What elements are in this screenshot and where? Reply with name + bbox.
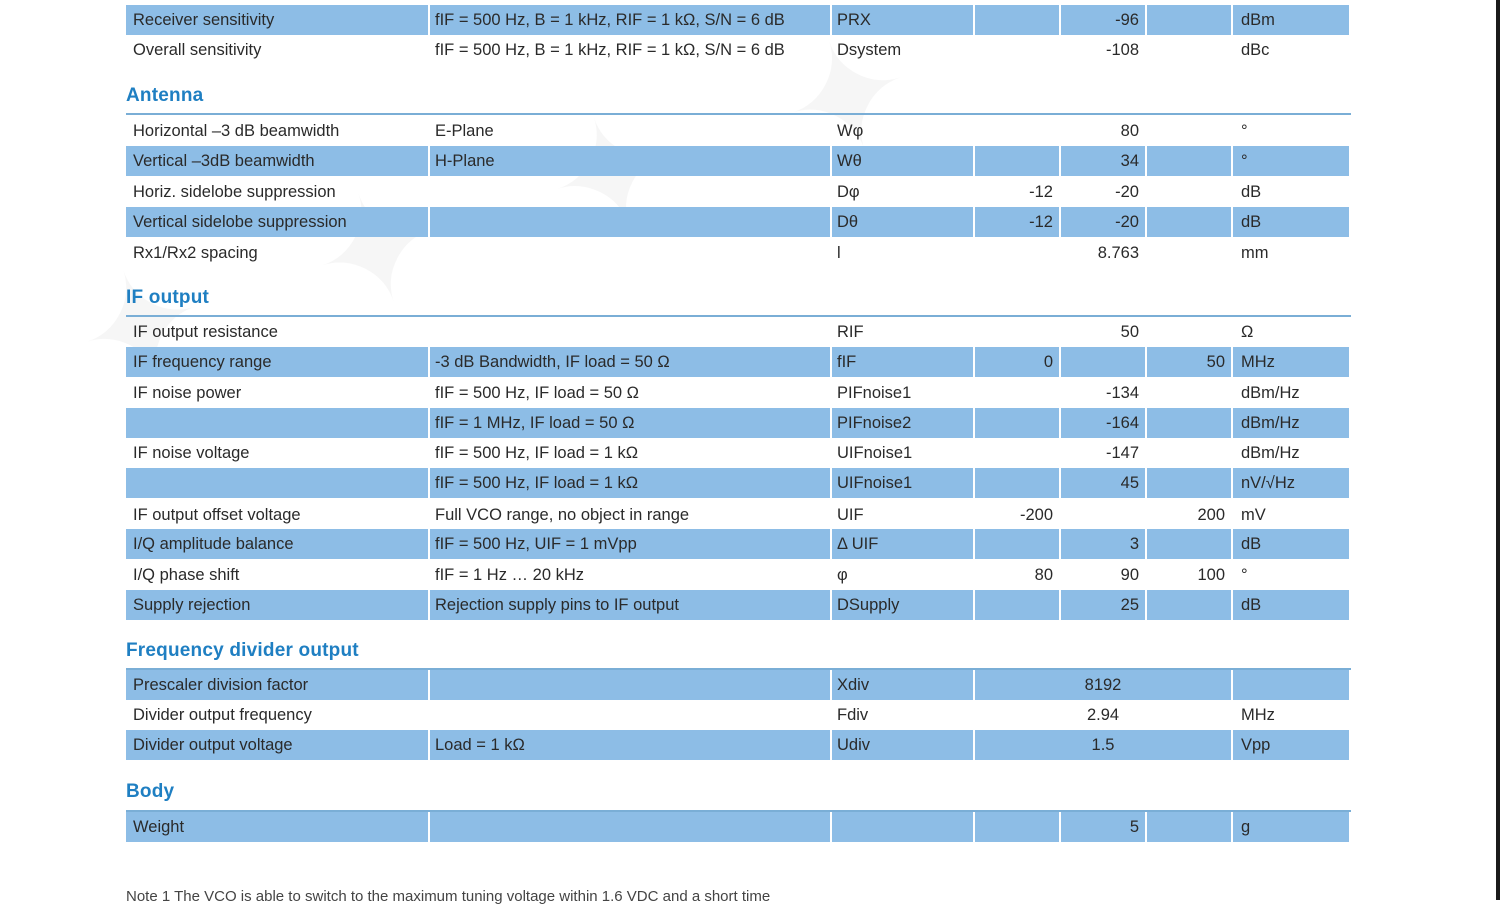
symbol-cell: Udiv: [832, 730, 973, 760]
param-cell: Vertical –3dB beamwidth: [126, 146, 428, 176]
min-cell: -12: [1029, 183, 1053, 201]
value-cell: 2.94: [1086, 706, 1120, 724]
unit-cell: nV/√Hz: [1233, 468, 1349, 498]
typ-cell: -108: [1105, 41, 1139, 59]
min-cell: [975, 408, 1059, 438]
condition-cell: fIF = 500 Hz, B = 1 kHz, RIF = 1 kΩ, S/N = 6 dB: [430, 5, 830, 35]
table-row: [126, 317, 1349, 347]
max-cell: [1147, 116, 1231, 146]
condition-cell: [430, 317, 830, 347]
unit-cell: dBm: [1233, 5, 1349, 35]
condition-cell: fIF = 500 Hz, B = 1 kHz, RIF = 1 kΩ, S/N = 6 dB: [435, 41, 785, 59]
symbol-cell: PIFnoise1: [837, 384, 912, 402]
max-cell: [1147, 529, 1231, 559]
window-edge: [1496, 0, 1500, 900]
typ-cell: [1061, 347, 1145, 377]
typ-cell: 90: [1120, 566, 1139, 584]
section-heading-antenna: Antenna: [126, 85, 204, 106]
condition-cell: [430, 670, 830, 700]
table-row: [126, 347, 1349, 377]
param-cell: Divider output frequency: [133, 706, 312, 724]
unit-cell: dB: [1233, 529, 1349, 559]
symbol-cell: UIF: [837, 506, 864, 524]
condition-cell: Load = 1 kΩ: [430, 730, 830, 760]
symbol-cell: Dθ: [832, 207, 973, 237]
param-cell: [126, 468, 428, 498]
condition-cell: fIF = 500 Hz, IF load = 1 kΩ: [435, 444, 639, 462]
table-row: [126, 560, 1349, 590]
max-cell: [1147, 35, 1231, 65]
symbol-cell: Δ UIF: [832, 529, 973, 559]
max-cell: [1147, 812, 1231, 842]
param-cell: Receiver sensitivity: [126, 5, 428, 35]
unit-cell: MHz: [1241, 706, 1275, 724]
min-cell: [975, 238, 1059, 268]
condition-cell: Rejection supply pins to IF output: [430, 590, 830, 620]
condition-cell: -3 dB Bandwidth, IF load = 50 Ω: [430, 347, 830, 377]
footnote: Note 1 The VCO is able to switch to the maximum tuning voltage within 1.6 VDC and a short time: [126, 888, 771, 905]
param-cell: Vertical sidelobe suppression: [126, 207, 428, 237]
param-cell: Overall sensitivity: [133, 41, 262, 59]
max-cell: 100: [1197, 566, 1225, 584]
param-cell: IF frequency range: [126, 347, 428, 377]
unit-cell: Vpp: [1233, 730, 1349, 760]
unit-cell: MHz: [1233, 347, 1349, 377]
min-cell: [975, 317, 1059, 347]
param-cell: Rx1/Rx2 spacing: [133, 244, 258, 262]
table-row: [126, 35, 1349, 65]
symbol-cell: Dsystem: [837, 41, 902, 59]
table-row: [126, 700, 1349, 730]
typ-cell: 25: [1061, 590, 1145, 620]
max-cell: [1147, 468, 1231, 498]
symbol-cell: PRX: [832, 5, 973, 35]
table-row: [126, 590, 1349, 620]
section-heading-if-output: IF output: [126, 287, 210, 308]
param-cell: Divider output voltage: [126, 730, 428, 760]
table-row: [126, 177, 1349, 207]
table-row: [126, 207, 1349, 237]
symbol-cell: UIFnoise1: [832, 468, 973, 498]
max-cell: [1147, 408, 1231, 438]
table-row: [126, 408, 1349, 438]
unit-cell: [1233, 670, 1349, 700]
param-cell: Supply rejection: [126, 590, 428, 620]
symbol-cell: l: [837, 244, 841, 262]
unit-cell: mm: [1241, 244, 1269, 262]
unit-cell: °: [1233, 146, 1349, 176]
symbol-cell: φ: [837, 566, 848, 584]
condition-cell: fIF = 1 MHz, IF load = 50 Ω: [430, 408, 830, 438]
max-cell: [1147, 317, 1231, 347]
param-cell: Weight: [126, 812, 428, 842]
condition-cell: [430, 812, 830, 842]
table-row: [126, 116, 1349, 146]
section-divider: [126, 113, 1351, 115]
unit-cell: °: [1241, 566, 1248, 584]
condition-cell: fIF = 1 Hz … 20 kHz: [435, 566, 584, 584]
condition-cell: fIF = 500 Hz, UIF = 1 mVpp: [430, 529, 830, 559]
table-row: [126, 5, 1349, 35]
param-cell: Horizontal –3 dB beamwidth: [133, 122, 340, 140]
symbol-cell: DSupply: [832, 590, 973, 620]
max-cell: [1147, 177, 1231, 207]
max-cell: [1147, 378, 1231, 408]
max-cell: [1147, 438, 1231, 468]
min-cell: [975, 812, 1059, 842]
min-cell: -12: [975, 207, 1059, 237]
min-cell: 80: [1034, 566, 1053, 584]
table-row: [126, 146, 1349, 176]
typ-cell: -20: [1115, 183, 1139, 201]
typ-cell: 34: [1061, 146, 1145, 176]
max-cell: 50: [1147, 347, 1231, 377]
table-row: [126, 378, 1349, 408]
table-row: [126, 238, 1349, 268]
unit-cell: dB: [1233, 207, 1349, 237]
typ-cell: 5: [1061, 812, 1145, 842]
param-cell: IF noise power: [133, 384, 242, 402]
table-row: [126, 730, 1349, 760]
min-cell: [975, 5, 1059, 35]
typ-cell: 8.763: [1097, 244, 1139, 262]
symbol-cell: RIF: [837, 323, 864, 341]
max-cell: 200: [1197, 506, 1225, 524]
table-row: [126, 812, 1349, 842]
param-cell: IF output resistance: [133, 323, 278, 341]
min-cell: [975, 590, 1059, 620]
value-cell: 8192: [975, 670, 1231, 700]
unit-cell: dBm/Hz: [1241, 384, 1300, 402]
typ-cell: 45: [1061, 468, 1145, 498]
condition-cell: [430, 207, 830, 237]
symbol-cell: fIF: [832, 347, 973, 377]
typ-cell: 3: [1061, 529, 1145, 559]
unit-cell: dBm/Hz: [1241, 444, 1300, 462]
typ-cell: 80: [1120, 122, 1139, 140]
unit-cell: Ω: [1241, 323, 1254, 341]
max-cell: [1147, 207, 1231, 237]
param-cell: Horiz. sidelobe suppression: [133, 183, 336, 201]
symbol-cell: Fdiv: [837, 706, 869, 724]
section-heading-frequency-divider: Frequency divider output: [126, 640, 359, 661]
table-row: [126, 438, 1349, 468]
typ-cell: [1061, 500, 1145, 530]
symbol-cell: [832, 812, 973, 842]
typ-cell: -134: [1105, 384, 1139, 402]
min-cell: [975, 35, 1059, 65]
param-cell: I/Q phase shift: [133, 566, 240, 584]
unit-cell: dB: [1241, 183, 1262, 201]
param-cell: IF output offset voltage: [133, 506, 301, 524]
param-cell: Prescaler division factor: [126, 670, 428, 700]
table-row: [126, 529, 1349, 559]
min-cell: -200: [1019, 506, 1053, 524]
min-cell: [975, 146, 1059, 176]
typ-cell: 50: [1120, 323, 1139, 341]
unit-cell: dBm/Hz: [1233, 408, 1349, 438]
min-cell: [975, 438, 1059, 468]
typ-cell: -147: [1105, 444, 1139, 462]
min-cell: [975, 116, 1059, 146]
condition-cell: [430, 700, 830, 730]
typ-cell: -164: [1061, 408, 1145, 438]
typ-cell: -96: [1061, 5, 1145, 35]
condition-cell: fIF = 500 Hz, IF load = 50 Ω: [435, 384, 640, 402]
condition-cell: H-Plane: [430, 146, 830, 176]
section-heading-body: Body: [126, 781, 175, 802]
min-cell: [975, 378, 1059, 408]
symbol-cell: PIFnoise2: [832, 408, 973, 438]
unit-cell: dB: [1233, 590, 1349, 620]
min-cell: [975, 468, 1059, 498]
unit-cell: mV: [1241, 506, 1266, 524]
condition-cell: [430, 177, 830, 207]
max-cell: [1147, 238, 1231, 268]
condition-cell: Full VCO range, no object in range: [435, 506, 690, 524]
max-cell: [1147, 146, 1231, 176]
param-cell: IF noise voltage: [133, 444, 250, 462]
condition-cell: fIF = 500 Hz, IF load = 1 kΩ: [430, 468, 830, 498]
max-cell: [1147, 5, 1231, 35]
param-cell: [126, 408, 428, 438]
typ-cell: -20: [1061, 207, 1145, 237]
min-cell: 0: [975, 347, 1059, 377]
unit-cell: dBc: [1241, 41, 1270, 59]
symbol-cell: Dφ: [837, 183, 860, 201]
min-cell: [975, 529, 1059, 559]
table-row: [126, 468, 1349, 498]
unit-cell: g: [1233, 812, 1349, 842]
param-cell: I/Q amplitude balance: [126, 529, 428, 559]
table-row: [126, 670, 1349, 700]
condition-cell: E-Plane: [435, 122, 494, 140]
symbol-cell: UIFnoise1: [837, 444, 913, 462]
condition-cell: [430, 238, 830, 268]
value-cell: 1.5: [975, 730, 1231, 760]
symbol-cell: Wφ: [837, 122, 864, 140]
symbol-cell: Xdiv: [832, 670, 973, 700]
table-row: [126, 500, 1349, 530]
symbol-cell: Wθ: [832, 146, 973, 176]
max-cell: [1147, 590, 1231, 620]
unit-cell: °: [1241, 122, 1248, 140]
